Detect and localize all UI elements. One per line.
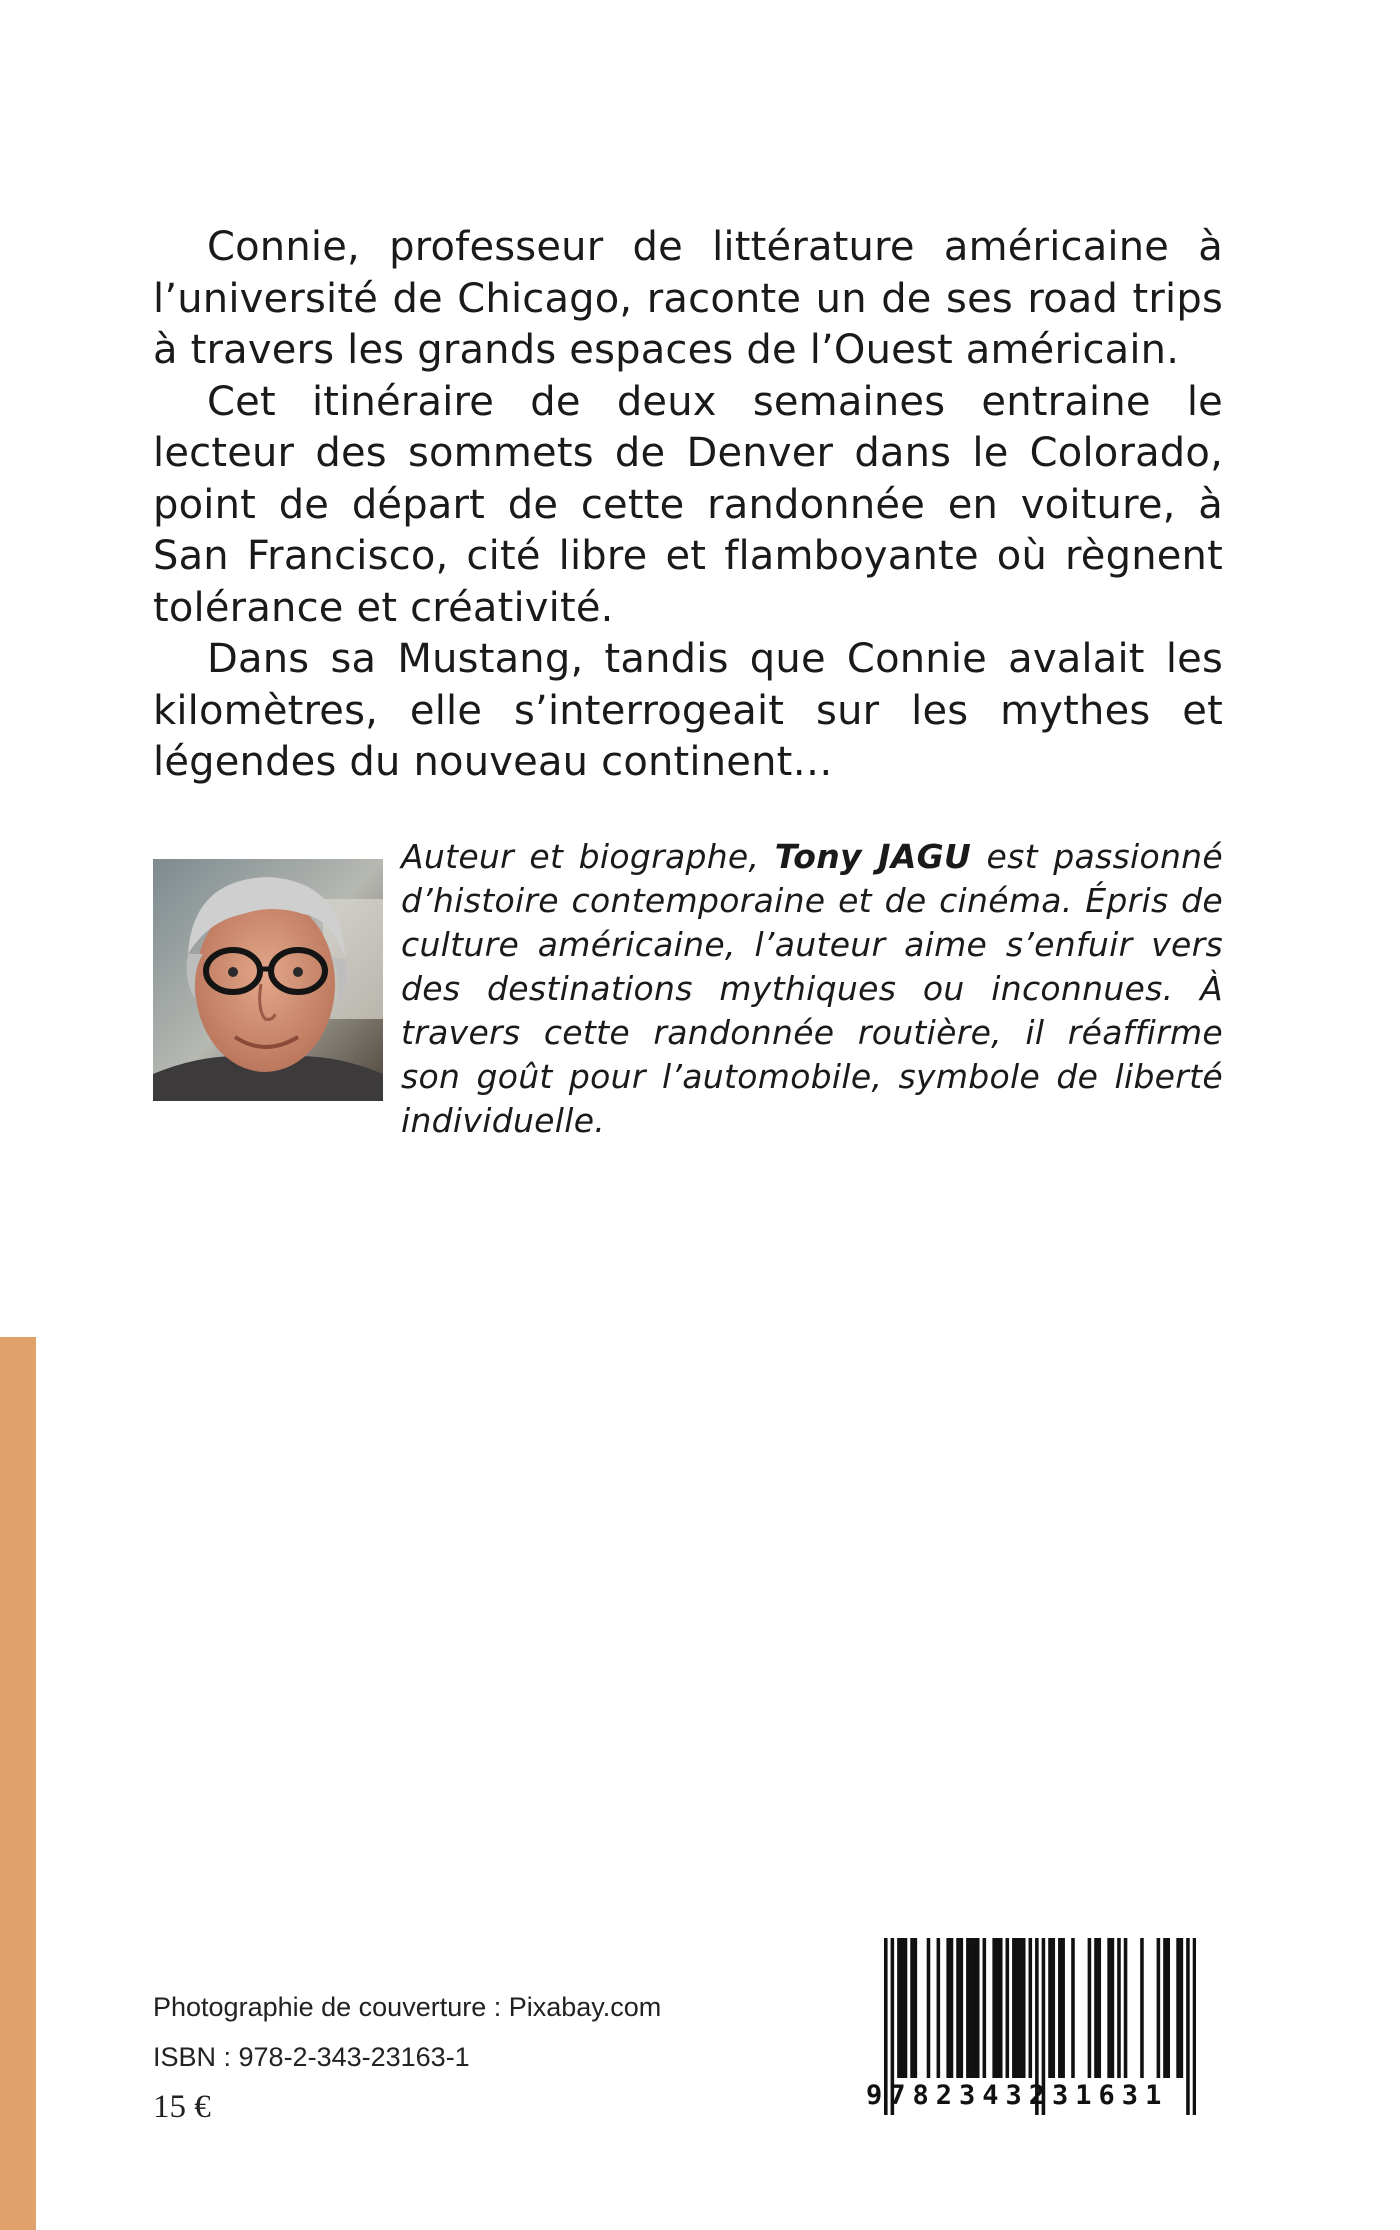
photo-credit: Photographie de couverture : Pixabay.com [153, 1992, 662, 2022]
barcode-bar [1071, 1938, 1075, 2078]
barcode-bar [927, 1938, 931, 2078]
barcode-bar [1015, 1938, 1019, 2078]
barcode-bar [1111, 1938, 1115, 2078]
barcode-number: 9782343231631 [866, 2080, 1169, 2111]
author-name: Tony JAGU [774, 837, 972, 876]
barcode-bar [1094, 1938, 1098, 2078]
barcode-bar [910, 1938, 914, 2078]
barcode-bar [1176, 1938, 1180, 2078]
barcode-bar [1166, 1938, 1170, 2078]
barcode-bar [999, 1938, 1003, 2078]
barcode-bar [946, 1938, 950, 2078]
barcode-bar [976, 1938, 980, 2078]
barcode-bar [1117, 1938, 1121, 2078]
barcode-bar [1012, 1938, 1016, 2078]
barcode-bar [1107, 1938, 1111, 2078]
barcode-bar [966, 1938, 970, 2078]
barcode-bar [1180, 1938, 1184, 2078]
barcode-bar [956, 1938, 960, 2078]
blurb-paragraph-1: Connie, professeur de littérature américaine à l’université de Chicago, raconte un de ses road trips à travers les grands espaces de l’Ouest américain. [153, 224, 1223, 373]
price: 15 € [153, 2089, 211, 2125]
barcode-bar [950, 1938, 954, 2078]
back-cover-blurb [153, 222, 1223, 789]
barcode-bar [1051, 1938, 1055, 2078]
author-section [153, 835, 1223, 1140]
barcode-bar [1088, 1938, 1092, 2078]
isbn: ISBN : 978-2-343-23163-1 [153, 2042, 470, 2072]
barcode-bar [960, 1938, 964, 2078]
barcode-bar [969, 1938, 973, 2078]
author-photo [153, 859, 383, 1101]
barcode-bar [1061, 1938, 1065, 2078]
author-bio [401, 835, 1223, 1143]
credits-block [153, 1982, 661, 2132]
barcode-bar [904, 1938, 908, 2078]
barcode-bar [1140, 1938, 1144, 2078]
barcode-bar [1048, 1938, 1052, 2078]
barcode-bar [983, 1938, 987, 2078]
author-bio-text: est passionné d’histoire contemporaine et de cinéma. Épris de culture américaine, l’auteur aime s’enfuir vers des destinations mythiques ou inconnues. À travers cette randonnée routière, il réaffirme son goût pour l’automobile, symbole de liberté individuelle. [401, 837, 1223, 1140]
barcode-bar [1006, 1938, 1010, 2078]
barcode-bar [1157, 1938, 1161, 2078]
barcode-bar [992, 1938, 996, 2078]
blurb-paragraph-2: Cet itinéraire de deux semaines entraine le lecteur des sommets de Denver dans le Colorado, point de départ de cette randonnée en voiture, à San Francisco, cité libre et flamboyante où règnent tolérance et créativité. [153, 378, 1223, 631]
barcode-bar [1022, 1938, 1026, 2078]
blurb-paragraph-3: Dans sa Mustang, tandis que Connie avalait les kilomètres, elle s’interrogeait sur les mythes et légendes du nouveau continent… [153, 636, 1223, 785]
author-portrait-icon [153, 859, 383, 1101]
barcode-bar [1058, 1938, 1062, 2078]
barcode-bar [1029, 1938, 1033, 2078]
barcode-bar [1124, 1938, 1128, 2078]
barcode-bar [973, 1938, 977, 2078]
barcode-bar [914, 1938, 918, 2078]
barcode-bar [900, 1938, 904, 2078]
author-bio-intro: Auteur et biographe, [401, 837, 775, 876]
spine-color-stripe [0, 1337, 36, 2230]
barcode-bar [1163, 1938, 1167, 2078]
barcode-bar [1019, 1938, 1023, 2078]
barcode-bar [996, 1938, 1000, 2078]
barcode-bar [1097, 1938, 1101, 2078]
barcode-bar [897, 1938, 901, 2078]
barcode-bar [937, 1938, 941, 2078]
